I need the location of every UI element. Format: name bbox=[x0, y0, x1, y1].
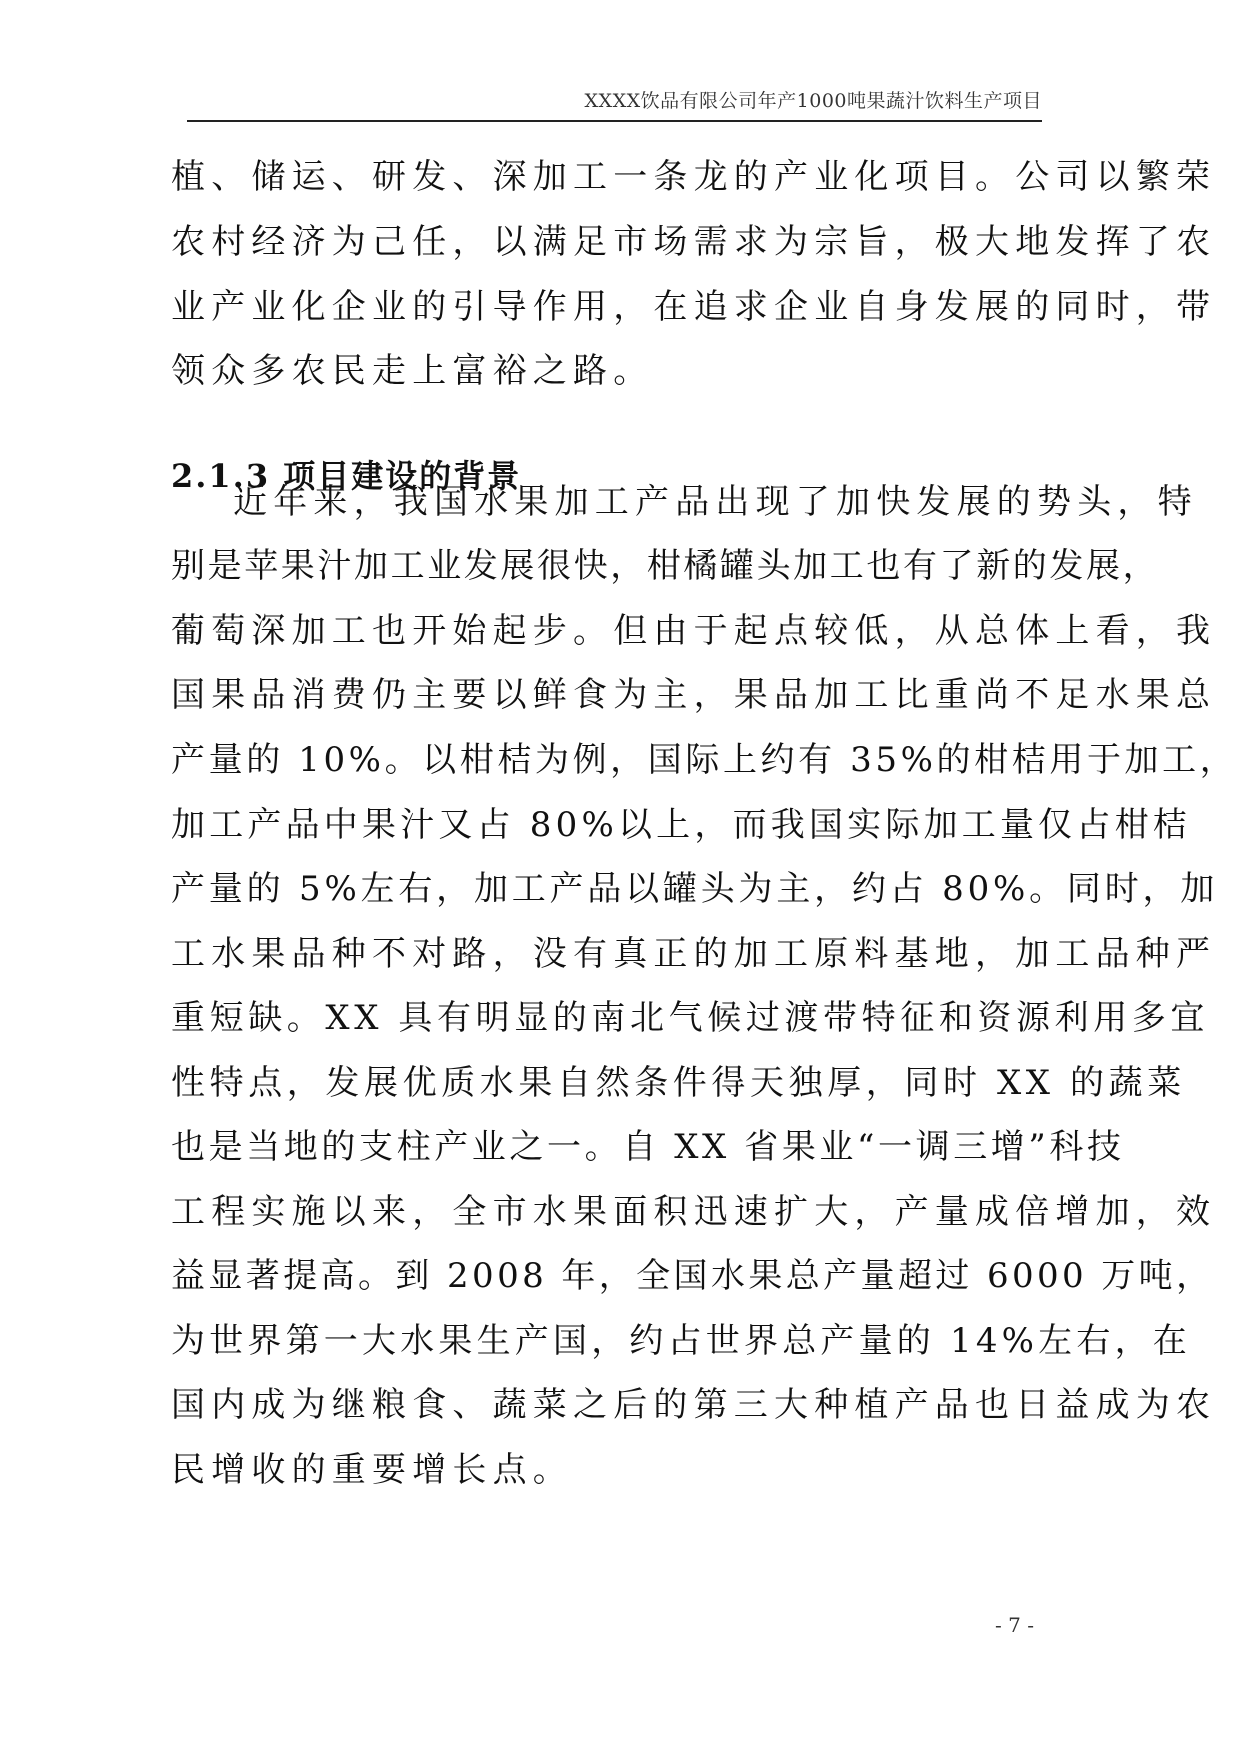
text-line: 民增收的重要增长点。 bbox=[171, 1450, 573, 1490]
text-line: 植、储运、研发、深加工一条龙的产业化项目。公司以繁荣 bbox=[171, 157, 1217, 197]
text-line: 也是当地的支柱产业之一。自 XX 省果业“一调三增”科技 bbox=[171, 1127, 1125, 1167]
text-line: 为世界第一大水果生产国，约占世界总产量的 14%左右，在 bbox=[171, 1321, 1191, 1361]
header-title: XXXX饮品有限公司年产1000吨果蔬汁饮料生产项目 bbox=[584, 90, 1042, 112]
text-line: 葡萄深加工也开始起步。但由于起点较低，从总体上看，我 bbox=[171, 611, 1217, 651]
text-line: 加工产品中果汁又占 80%以上，而我国实际加工量仅占柑桔 bbox=[171, 805, 1191, 845]
text-line: 业产业化企业的引导作用，在追求企业自身发展的同时，带 bbox=[171, 287, 1217, 327]
page-number: - 7 - bbox=[995, 1613, 1034, 1637]
text-line: 益显著提高。到 2008 年，全国水果总产量超过 6000 万吨， bbox=[171, 1256, 1214, 1296]
text-line: 国果品消费仍主要以鲜食为主，果品加工比重尚不足水果总 bbox=[171, 675, 1217, 715]
running-header bbox=[187, 84, 1042, 122]
text-line: 性特点，发展优质水果自然条件得天独厚，同时 XX 的蔬菜 bbox=[171, 1063, 1186, 1103]
text-line: 产量的 10%。以柑桔为例，国际上约有 35%的柑桔用于加工， bbox=[171, 740, 1238, 780]
section-heading: 2.1.3 项目建设的背景 bbox=[171, 457, 522, 495]
text-line: 农村经济为己任，以满足市场需求为宗旨，极大地发挥了农 bbox=[171, 222, 1217, 262]
text-line: 产量的 5%左右，加工产品以罐头为主，约占 80%。同时，加 bbox=[171, 869, 1219, 909]
text-line: 近年来，我国水果加工产品出现了加快发展的势头，特 bbox=[233, 482, 1198, 522]
text-line: 国内成为继粮食、蔬菜之后的第三大种植产品也日益成为农 bbox=[171, 1385, 1217, 1425]
text-line: 领众多农民走上富裕之路。 bbox=[171, 351, 654, 391]
text-line: 工水果品种不对路，没有真正的加工原料基地，加工品种严 bbox=[171, 934, 1217, 974]
text-line: 重短缺。XX 具有明显的南北气候过渡带特征和资源利用多宜 bbox=[171, 998, 1210, 1038]
text-line: 工程实施以来，全市水果面积迅速扩大，产量成倍增加，效 bbox=[171, 1192, 1217, 1232]
text-line: 别是苹果汁加工业发展很快，柑橘罐头加工也有了新的发展， bbox=[171, 546, 1160, 586]
